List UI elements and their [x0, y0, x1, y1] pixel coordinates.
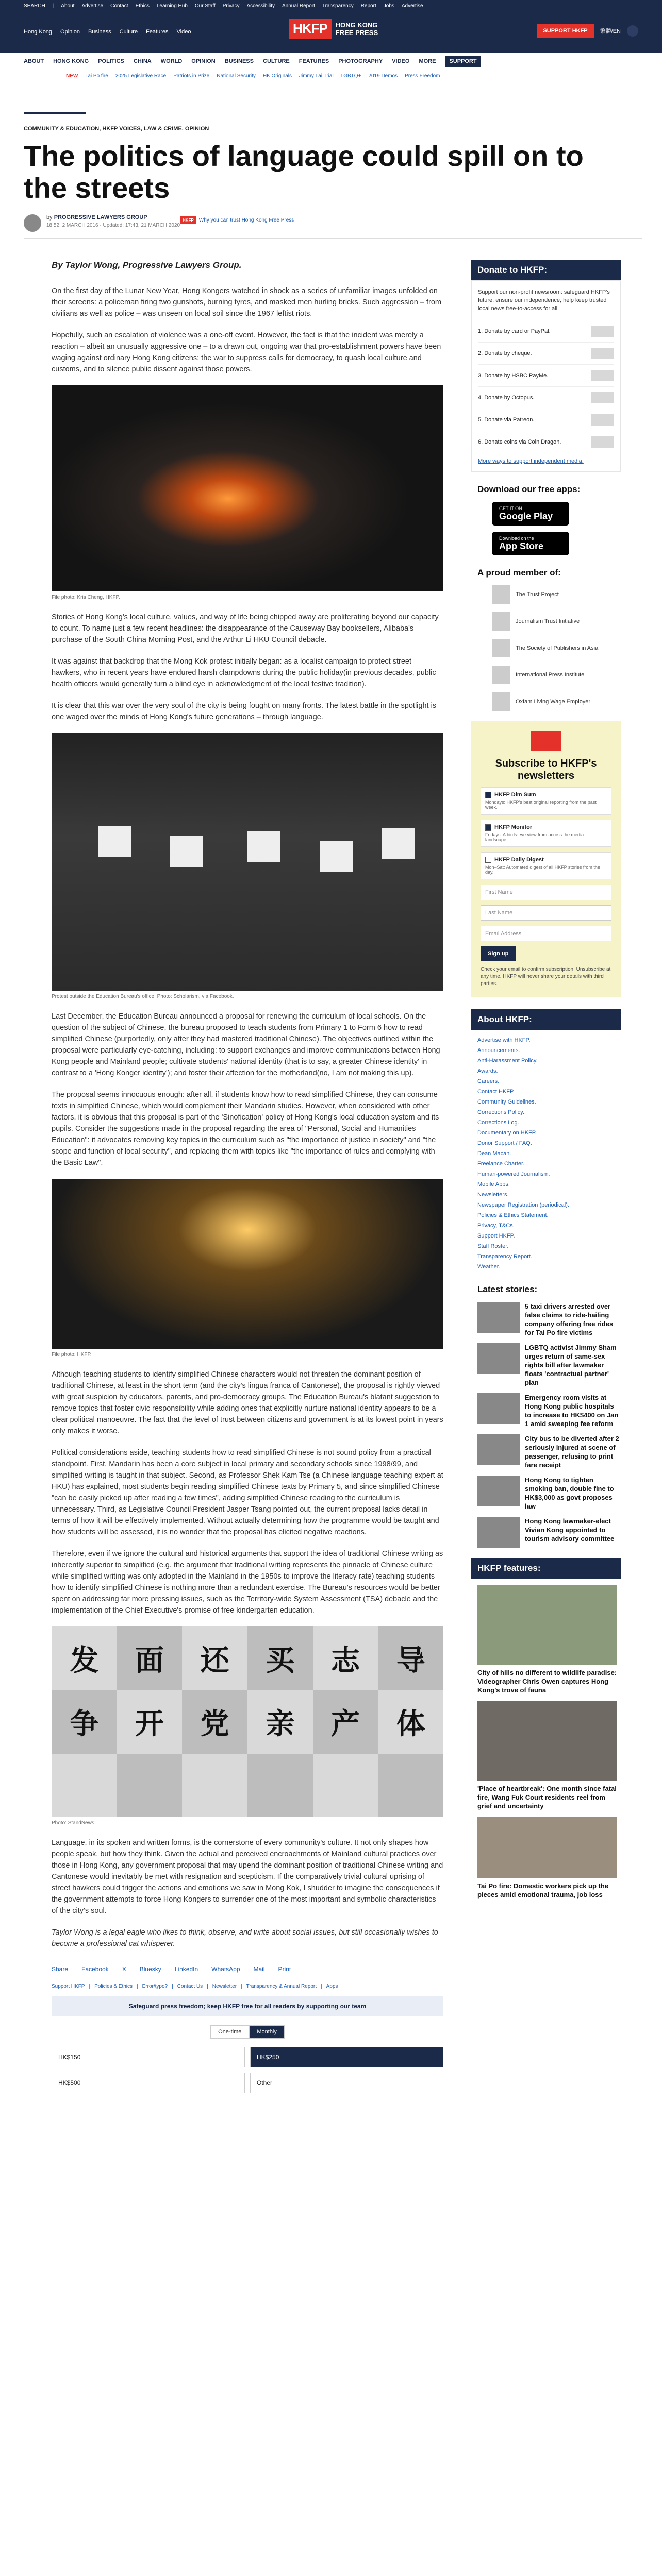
trending-link[interactable]: Jimmy Lai Trial	[299, 73, 334, 79]
story-thumbnail	[477, 1476, 520, 1506]
share-print[interactable]: Print	[278, 1965, 291, 1973]
story-thumbnail	[477, 1434, 520, 1465]
nav-item[interactable]: OPINION	[191, 58, 216, 64]
separator: |	[52, 3, 54, 9]
logo-line-2: FREE PRESS	[335, 28, 378, 37]
member-title: A proud member of:	[477, 568, 561, 578]
author-prefix: by	[46, 214, 53, 221]
logo-mark: HKFP	[289, 19, 332, 39]
apps-title: Download our free apps:	[477, 484, 581, 494]
story-thumbnail	[477, 1302, 520, 1333]
masthead-link[interactable]: Features	[146, 29, 169, 35]
protest-sign	[320, 841, 353, 872]
share-bar	[52, 1960, 443, 1978]
contact-link[interactable]: Contact	[110, 3, 128, 9]
google-play-button[interactable]	[492, 502, 569, 526]
latest-story[interactable]	[477, 1302, 621, 1337]
feature-title[interactable]: Tai Po fire: Domestic workers pick up the pieces amid emotional trauma, job loss	[477, 1882, 609, 1899]
about-list	[471, 1035, 621, 1272]
cheque-icon	[591, 348, 614, 359]
trust-link[interactable]	[180, 216, 294, 224]
photo-caption: Protest outside the Education Bureau's office. Photo: Scholarism, via Facebook.	[52, 994, 234, 999]
newsletter-desc: Mon–Sat: Automated digest of all HKFP stories from the day.	[485, 865, 600, 875]
page-title: The politics of language could spill on to the streets	[24, 140, 584, 204]
member-name: Oxfam Living Wage Employer	[516, 699, 591, 705]
share-mail[interactable]: Mail	[253, 1965, 265, 1973]
app-store-big: App Store	[499, 540, 544, 551]
share-bluesky[interactable]: Bluesky	[139, 1965, 161, 1973]
jobs-link[interactable]: Jobs	[383, 3, 394, 9]
nav-item[interactable]: CHINA	[133, 58, 152, 64]
envelope-icon	[531, 731, 561, 751]
ethics-link[interactable]: Ethics	[135, 3, 150, 9]
latest-story[interactable]	[477, 1393, 621, 1428]
member-badge[interactable]	[492, 639, 621, 657]
chinese-character: 面	[117, 1626, 183, 1690]
chinese-character: 亲	[266, 1707, 295, 1741]
masthead-link[interactable]: Culture	[119, 29, 138, 35]
article-footer-links: Support HKFP | Policies & Ethics | Error/typo? | Contact Us | Newsletter | Transparency & Annual Report | Apps	[52, 1984, 338, 1989]
chinese-character	[117, 1754, 183, 1817]
features-title: HKFP features:	[471, 1558, 621, 1579]
share-facebook[interactable]: Facebook	[81, 1965, 109, 1973]
member-name: The Society of Publishers in Asia	[516, 645, 599, 651]
nav-item[interactable]: CULTURE	[263, 58, 290, 64]
member-badge[interactable]	[492, 692, 621, 711]
trending-link[interactable]: Patriots in Prize	[173, 73, 210, 79]
patreon-icon	[591, 414, 614, 426]
donation-amounts	[52, 2047, 443, 2093]
about-link[interactable]: Human-powered Journalism.	[477, 1171, 550, 1178]
chinese-character	[378, 1754, 443, 1817]
about-link[interactable]: Newspaper Registration (periodical).	[477, 1202, 569, 1209]
donate-option-label: 4. Donate by Octopus.	[478, 395, 535, 401]
amount-option[interactable]: HK$250	[250, 2047, 443, 2067]
learning-hub-link[interactable]: Learning Hub	[156, 3, 188, 9]
latest-story[interactable]	[477, 1517, 621, 1548]
frequency-monthly[interactable]: Monthly	[249, 2025, 285, 2039]
masthead	[0, 11, 662, 53]
protest-sign	[170, 836, 203, 867]
about-link[interactable]: Donor Support / FAQ.	[477, 1140, 532, 1147]
avatar	[24, 214, 41, 232]
paragraph: It is clear that this war over the very soul of the city is being fought on many fronts. The latest battle in the spotlight is one waged over the minds of Hong Kong's future generations – through language.	[52, 702, 437, 721]
chinese-character	[247, 1754, 313, 1817]
feature-image	[477, 1817, 617, 1878]
donate-option-label: 5. Donate via Patreon.	[478, 417, 535, 423]
newsletter-desc: Fridays: A birds-eye view from across the media landscape.	[485, 832, 584, 843]
about-link[interactable]: Transparency Report.	[477, 1253, 532, 1260]
language-toggle[interactable]: 繁體/EN	[600, 28, 621, 35]
donate-option-label: 1. Donate by card or PayPal.	[478, 328, 551, 334]
latest-story[interactable]	[477, 1434, 621, 1469]
protest-sign	[382, 828, 415, 859]
masthead-link[interactable]: Opinion	[60, 29, 80, 35]
safeguard-banner[interactable]: Safeguard press freedom; keep HKFP free for all readers by supporting our team	[52, 1996, 443, 2016]
article-photo-characters	[52, 1626, 443, 1817]
story-title[interactable]: Emergency room visits at Hong Kong public hospitals to increase to HK$400 on Jan 1 amid sweeping fee reform	[525, 1394, 619, 1428]
paragraph: Although teaching students to identify simplified Chinese characters would not threaten the dominant position of traditional Chinese, at least in the short term (and the city's lingua franca of Cantonese), the proposal is rightly viewed with great suspicion by educators, parents, and pro-democracy groups. The Education Bureau's blatant suggestion to remove topics that foster civic responsibility while adding ones that explicitly nurture national identity appears to be a clear political manoeuvre. The fact that the level of trust between citizens and government is at its lowest point in years only makes it worse.	[52, 1370, 443, 1435]
feature-title[interactable]: 'Place of heartbreak': One month since fatal fire, Wang Fuk Court residents reel from grief and uncertainty	[477, 1785, 617, 1810]
byline	[24, 214, 180, 232]
nav-item[interactable]: BUSINESS	[224, 58, 254, 64]
more-ways-link[interactable]	[478, 458, 614, 464]
masthead-actions	[537, 24, 638, 38]
member-badge[interactable]	[492, 666, 621, 684]
trending-link[interactable]: HK Originals	[262, 73, 292, 79]
accessibility-link[interactable]: Accessibility	[246, 3, 275, 9]
author-line	[46, 214, 180, 221]
share-x[interactable]: X	[122, 1965, 126, 1973]
donate-option-label: 6. Donate coins via Coin Dragon.	[478, 439, 561, 445]
masthead-links	[24, 29, 191, 35]
logo-line-1: HONG KONG	[335, 21, 378, 29]
about-link[interactable]: Privacy, T&Cs.	[477, 1223, 515, 1229]
photo-caption: File photo: HKFP.	[52, 1352, 92, 1358]
latest-title: Latest stories:	[477, 1284, 538, 1295]
donate-option[interactable]	[478, 342, 614, 364]
site-logo[interactable]	[289, 19, 378, 39]
chinese-character: 志	[330, 1643, 360, 1677]
donate-widget	[471, 280, 621, 472]
app-store-small: Download on the	[499, 535, 534, 541]
jti-icon	[492, 612, 510, 631]
footer-link[interactable]: Policies & Ethics	[94, 1984, 133, 1989]
trust-project-icon	[492, 585, 510, 604]
trending-link[interactable]: Tai Po fire	[85, 73, 108, 79]
about-link[interactable]: Newsletters.	[477, 1192, 509, 1198]
donate-option[interactable]	[478, 386, 614, 409]
masthead-link[interactable]: Business	[88, 29, 111, 35]
nav-item[interactable]: PHOTOGRAPHY	[338, 58, 383, 64]
article-body	[52, 260, 443, 2093]
search-icon[interactable]	[627, 25, 638, 37]
trending-link[interactable]: 2025 Legislative Race	[115, 73, 167, 79]
nav-item[interactable]: POLITICS	[98, 58, 124, 64]
more-ways-text[interactable]: More ways to support independent media.	[478, 458, 584, 464]
amount-option[interactable]: HK$150	[52, 2047, 245, 2067]
author-link[interactable]: PROGRESSIVE LAWYERS GROUP	[54, 214, 147, 221]
trending-link[interactable]: National Security	[217, 73, 256, 79]
about-link[interactable]: Support HKFP.	[477, 1233, 515, 1240]
share-linkedin[interactable]: LinkedIn	[174, 1965, 198, 1973]
donate-title: Donate to HKFP:	[471, 260, 621, 280]
advertise-link-2[interactable]: Advertise	[401, 3, 423, 9]
about-link[interactable]: About	[61, 3, 75, 9]
about-link[interactable]: Freelance Charter.	[477, 1161, 525, 1167]
about-link[interactable]: Contact HKFP.	[477, 1089, 515, 1095]
footer-link[interactable]: Support HKFP	[52, 1984, 85, 1989]
amount-option[interactable]: Other	[250, 2073, 443, 2093]
new-badge: NEW	[66, 73, 78, 79]
newsletter-option[interactable]	[481, 852, 611, 879]
newsletter-name: HKFP Dim Sum	[494, 792, 536, 798]
article-photo-fire	[52, 385, 443, 591]
about-link[interactable]: Documentary on HKFP.	[477, 1130, 537, 1137]
donate-intro[interactable]: Support our non-profit newsroom: safeguard HKFP's future, ensure our independence, help keep trusted local news free-to-access for all.	[478, 289, 610, 312]
feature-story[interactable]	[477, 1585, 621, 1694]
chinese-character: 买	[247, 1626, 313, 1690]
signup-button[interactable]: Sign up	[481, 946, 516, 961]
paragraph: Hopefully, such an escalation of violence was a one-off event. However, the fact is that the incident was merely a reaction – albeit an unusually aggressive one – to a drawn out, ongoing war that pro-establishment powers have been waging against ordinary Hong Kong citizens: the war to suppress calls for democracy, to quash local culture and customs, and to silence public dissent against those powers.	[52, 331, 441, 374]
footer-link[interactable]: Error/typo?	[142, 1984, 168, 1989]
hkfp-mini-icon: HKFP	[180, 216, 196, 224]
story-thumbnail	[477, 1343, 520, 1374]
about-link[interactable]: Weather.	[477, 1264, 500, 1270]
newsletter-widget	[471, 721, 621, 997]
paragraph: It was against that backdrop that the Mong Kok protest initially began: as a localist campaign to protect street hawkers, who in recent years have endured harsh clampdowns during the public holiday(in previous decades, public health officers would generally turn a blind eye in acknowledgment of the local festive tradition).	[52, 657, 436, 688]
newsletter-name: HKFP Monitor	[494, 824, 533, 831]
feature-story[interactable]	[477, 1817, 621, 1899]
staff-link[interactable]: Our Staff	[194, 3, 216, 9]
chinese-character: 争	[52, 1690, 117, 1753]
coin-dragon-icon	[591, 436, 614, 448]
utility-bar	[0, 0, 662, 11]
transparency-link[interactable]: Transparency	[322, 3, 354, 9]
chinese-character: 党	[182, 1690, 247, 1753]
feature-image	[477, 1585, 617, 1665]
photo-caption: File photo: Kris Cheng, HKFP.	[52, 595, 120, 600]
email-field[interactable]: Email Address	[481, 926, 611, 941]
newsletter-title: Subscribe to HKFP's newsletters	[495, 758, 597, 782]
footer-link[interactable]: Apps	[326, 1984, 338, 1989]
story-title[interactable]: Hong Kong lawmaker-elect Vivian Kong appointed to tourism advisory committee	[525, 1517, 615, 1543]
newsletter-name: HKFP Daily Digest	[494, 857, 544, 863]
trending-link[interactable]: Press Freedom	[405, 73, 440, 79]
paragraph: Political considerations aside, teaching students how to read simplified Chinese is not sound policy from a practical standpoint. First, Mandarin has been a core subject in local primary and secondary schools since 1998/99, and simplified writing is taught in that subject. Second, as Professor Shek Kam Tse (a Chinese language teaching expert at HKU) has explained, most students begin reading simplified Chinese texts by Primary 5, and since simplified Chinese "can be easily picked up after reading a few times", adding simplified Chinese reading to the curriculum is unnecessary. Third, as Legislative Council President Jasper Tsang pointed out, the current proposal lacks detail in terms of how it will be effectively implemented. Without actually determining how the programme would be taught and how students will be assessed, it is no wonder that the proposal has elicited negative reactions.	[52, 1449, 443, 1536]
story-thumbnail	[477, 1517, 520, 1548]
about-link[interactable]: Corrections Log.	[477, 1120, 519, 1126]
photo-caption: Photo: StandNews.	[52, 1820, 96, 1826]
chinese-character	[182, 1754, 247, 1817]
report-link[interactable]: Report	[360, 3, 376, 9]
logo-wordmark	[336, 21, 378, 37]
ipi-icon	[492, 666, 510, 684]
checkbox[interactable]	[485, 857, 491, 863]
chinese-character	[52, 1754, 117, 1817]
chinese-character: 开	[135, 1707, 164, 1741]
article-lead: By Taylor Wong, Progressive Lawyers Group.	[52, 260, 242, 270]
member-badge[interactable]	[492, 612, 621, 631]
member-name: Journalism Trust Initiative	[516, 618, 580, 624]
story-title[interactable]: Hong Kong to tighten smoking ban, double fine to HK$3,000 as govt proposes law	[525, 1476, 614, 1511]
paragraph: The proposal seems innocuous enough: after all, if students know how to read simplified Chinese, they can consume texts in simplified Chinese, which would complement their Mandarin studies. However, when considered with other factors, it is obvious that this proposal is part of the 'Sinofication' policy of Hong Kong's local education system and its pupils. Consider the suggestions made in the proposal regarding the area of "Personal, Social and Humanities Education": it advocates removing key topics in the curriculum such as "the importance of justice in society" and "the scope and function of local security", and replacing them with topics like "the importance of rules and complying with the Basic Law".	[52, 1091, 439, 1167]
protest-sign	[98, 826, 131, 857]
paragraph: Stories of Hong Kong's local culture, values, and way of life being chipped away are proliferating beyond our capacity to count. To name just a few recent headlines: the disappearance of the Causeway Bay booksellers, Alibaba's purchase of the South China Morning Post, and the Arthur Li HKU Council debacle.	[52, 613, 439, 644]
about-link[interactable]: Mobile Apps.	[477, 1181, 510, 1188]
article-photo-rally	[52, 1179, 443, 1349]
author-bio: Taylor Wong is a legal eagle who likes to think, observe, and write about social issues, but still occasionally wishes to become a professional cat whisperer.	[52, 1928, 438, 1948]
advertise-link[interactable]: Advertise	[81, 3, 104, 9]
nav-item[interactable]: ABOUT	[24, 58, 44, 64]
chinese-character: 发	[70, 1643, 99, 1677]
latest-story[interactable]	[477, 1476, 621, 1511]
member-name: International Press Institute	[516, 672, 585, 678]
checkbox[interactable]	[485, 824, 491, 831]
about-link[interactable]: Dean Macan.	[477, 1150, 511, 1157]
share-whatsapp[interactable]: WhatsApp	[211, 1965, 240, 1973]
trending-link[interactable]: 2019 Demos	[368, 73, 398, 79]
paragraph: On the first day of the Lunar New Year, Hong Kongers watched in shock as a series of unfamiliar images unfolded on their screens: a policeman firing two gunshots, burning tyres, and masked men hurling bricks. Such aggression – from civilians as well as police – was unseen on local soil since the 1967 leftist riots.	[52, 287, 441, 318]
article-photo-protest	[52, 733, 443, 991]
article-categories[interactable]: COMMUNITY & EDUCATION, HKFP VOICES, LAW & CRIME, OPINION	[24, 126, 209, 132]
checkbox[interactable]	[485, 792, 491, 798]
payment-logo-icon	[591, 326, 614, 337]
story-title[interactable]: 5 taxi drivers arrested over false claims to ride-hailing company offering free rides for Tai Po fire victims	[525, 1302, 614, 1337]
google-play-big: Google Play	[499, 511, 553, 521]
footer-link[interactable]: Contact Us	[177, 1984, 203, 1989]
feature-title[interactable]: City of hills no different to wildlife paradise: Videographer Chris Owen captures Hong Kong's trove of fauna	[477, 1669, 617, 1694]
about-link[interactable]: Corrections Policy.	[477, 1109, 524, 1116]
nav-item[interactable]: VIDEO	[392, 58, 410, 64]
chinese-character	[313, 1754, 378, 1817]
payme-icon	[591, 370, 614, 381]
chinese-character: 导	[378, 1626, 443, 1690]
publish-date: 18:52, 2 MARCH 2016 · Updated: 17:43, 21 MARCH 2020	[46, 223, 180, 228]
story-thumbnail	[477, 1393, 520, 1424]
donate-option[interactable]	[478, 431, 614, 453]
about-link[interactable]: Policies & Ethics Statement.	[477, 1212, 549, 1219]
share-link[interactable]: Share	[52, 1965, 69, 1973]
paragraph: Language, in its spoken and written forms, is the cornerstone of every community's culture. It not only shapes how people speak, but how they think. Given the actual and perceived encroachments of Mainland cultural practices over those in Hong Kong, any government proposal that may upend the dominant position of traditional Chinese writing and Cantonese would inevitably be met with resignation and scepticism. If the comparatively trivial cultural uprising of street hawkers could trigger the actions and emotions we saw in Mong Kok, I shudder to imagine the consequences if the government attempts to force Hong Kongers to surrender one of the most important and symbolic characteristics of the city's soul.	[52, 1839, 443, 1915]
nav-item[interactable]: WORLD	[160, 58, 183, 64]
search-link[interactable]: SEARCH	[24, 3, 45, 9]
donate-option-label: 3. Donate by HSBC PayMe.	[478, 372, 549, 379]
nav-item[interactable]: HONG KONG	[53, 58, 89, 64]
last-name-field[interactable]: Last Name	[481, 905, 611, 921]
trending-link[interactable]: LGBTQ+	[340, 73, 361, 79]
divider	[24, 112, 86, 114]
about-link[interactable]: Awards.	[477, 1068, 498, 1075]
footer-link[interactable]: Newsletter	[212, 1984, 237, 1989]
donate-option[interactable]	[478, 364, 614, 386]
about-link[interactable]: Community Guidelines.	[477, 1099, 536, 1106]
donate-option-label: 2. Donate by cheque.	[478, 350, 532, 357]
paragraph: Last December, the Education Bureau announced a proposal for renewing the curriculum of local schools. On the question of the subject of Chinese, the bureau proposed to teach students from Primary 1 to Form 6 how to read simplified Chinese (purportedly, only after they had mastered traditional Chinese). The objectives outlined within the proposal were particularly eye-catching, including: to support exchanges and improve communications between Hong Kong people and Mainland people; cultivate students' national identity (that is to say, a greater Chinese identity' in contrast to a 'Hong Konger identity'); and foster their affection for the motherland(no, I am not making this up).	[52, 1012, 440, 1077]
oxfam-icon	[492, 692, 510, 711]
divider	[24, 238, 642, 239]
newsletter-option[interactable]	[481, 787, 611, 815]
about-link[interactable]: Careers.	[477, 1078, 500, 1085]
trust-link-label: Why you can trust Hong Kong Free Press	[198, 217, 294, 223]
donation-frequency	[52, 2025, 443, 2039]
sopa-icon	[492, 639, 510, 657]
member-badge[interactable]	[492, 585, 621, 604]
feature-image	[477, 1701, 617, 1781]
octopus-icon	[591, 392, 614, 403]
privacy-link[interactable]: Privacy	[222, 3, 240, 9]
nav-item[interactable]: FEATURES	[299, 58, 329, 64]
google-play-small: GET IT ON	[499, 505, 522, 511]
masthead-link[interactable]: Video	[176, 29, 191, 35]
about-link[interactable]: Anti-Harassment Policy.	[477, 1058, 538, 1064]
support-hkfp-button[interactable]: SUPPORT HKFP	[537, 24, 593, 38]
donate-option[interactable]	[478, 320, 614, 342]
about-title: About HKFP:	[471, 1009, 621, 1030]
app-store-button[interactable]	[492, 532, 569, 555]
frequency-one-time[interactable]: One-time	[210, 2025, 249, 2039]
chinese-character: 产	[313, 1690, 378, 1753]
story-title[interactable]: City bus to be diverted after 2 seriously injured at scene of passenger, refusing to print fare receipt	[525, 1435, 619, 1469]
feature-story[interactable]	[477, 1701, 621, 1810]
member-name: The Trust Project	[516, 591, 559, 598]
footer-link[interactable]: Transparency & Annual Report	[246, 1984, 317, 1989]
about-link[interactable]: Advertise with HKFP.	[477, 1037, 531, 1044]
donate-option[interactable]	[478, 409, 614, 431]
protest-sign	[247, 831, 280, 862]
trending-bar	[0, 70, 662, 82]
annual-report-link[interactable]: Annual Report	[282, 3, 315, 9]
first-name-field[interactable]: First Name	[481, 885, 611, 900]
chinese-character: 还	[200, 1643, 229, 1677]
nav-support-pill[interactable]: SUPPORT	[445, 56, 481, 67]
nav-item[interactable]: MORE	[419, 58, 436, 64]
chinese-character: 体	[396, 1707, 425, 1741]
about-link[interactable]: Staff Roster.	[477, 1243, 509, 1250]
amount-option[interactable]: HK$500	[52, 2073, 245, 2093]
masthead-link[interactable]: Hong Kong	[24, 29, 53, 35]
newsletter-note: Check your email to confirm subscription. Unsubscribe at any time. HKFP will never share your details with third parties.	[481, 967, 611, 987]
newsletter-option[interactable]	[481, 820, 611, 847]
latest-story[interactable]	[477, 1343, 621, 1387]
main-nav	[0, 53, 662, 70]
about-link[interactable]: Announcements.	[477, 1047, 520, 1054]
sidebar	[471, 260, 621, 1905]
paragraph: Therefore, even if we ignore the cultural and historical arguments that support the idea of traditional Chinese writing as inherently superior to simplified (e.g. the argument that traditional writing represents the pinnacle of Chinese culture while simplified writing was only adopted in the Mainland in the 1950s to improve the literacy rate) teaching students how to identify simplified Chinese is nothing more than a redundant exercise. The Bureau's resources would be better spent on addressing far more pressing issues, such as the Territory-wide System Assessment (TSA) debacle and the implementation of the Chief Executive's promise of free kindergarten education.	[52, 1550, 443, 1615]
story-title[interactable]: LGBTQ activist Jimmy Sham urges return of same-sex rights bill after lawmaker floats 'contractual partner' plan	[525, 1344, 617, 1387]
newsletter-desc: Mondays: HKFP's best original reporting from the past week.	[485, 800, 597, 810]
